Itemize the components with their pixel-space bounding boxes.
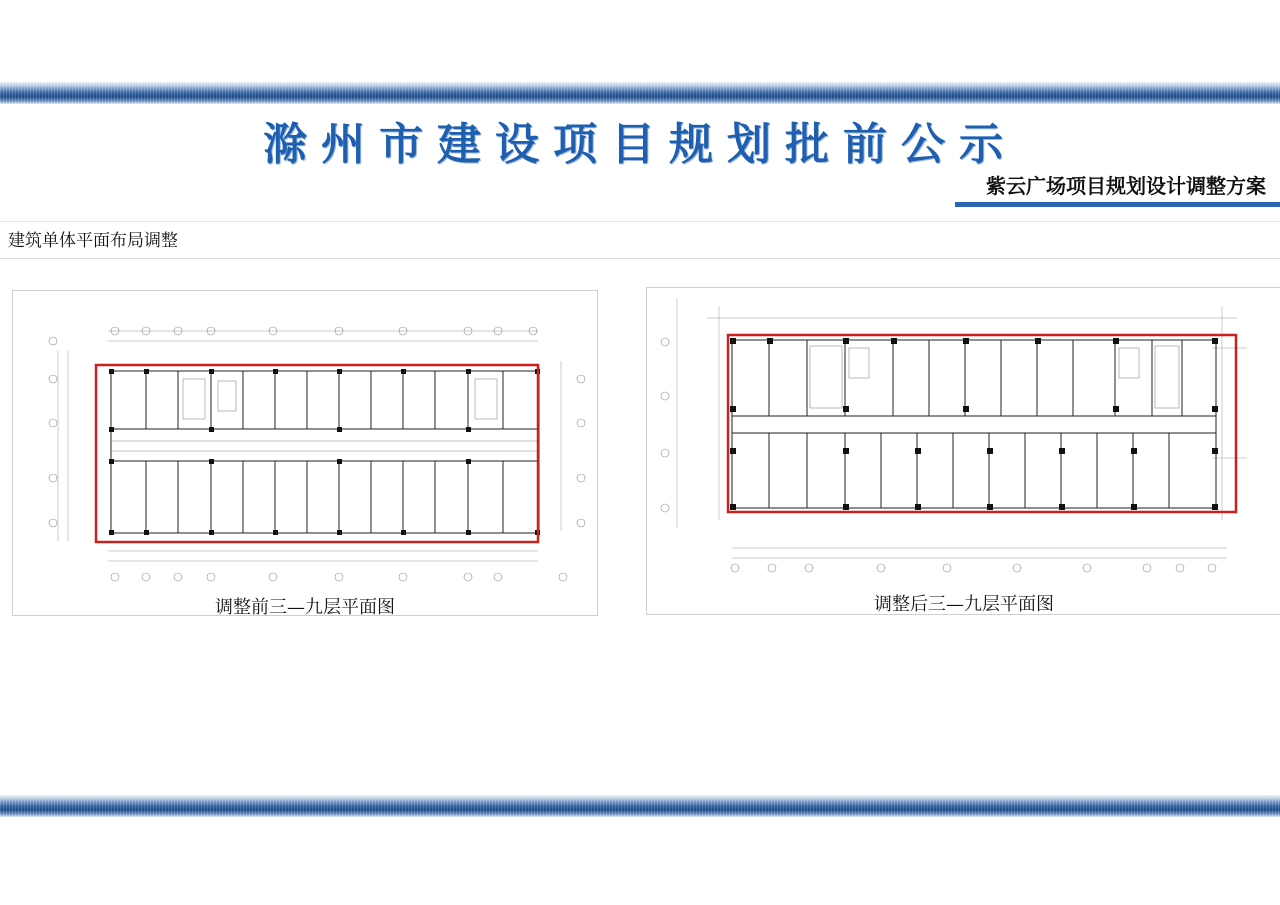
drawing-caption: 调整后三—九层平面图 <box>874 594 1054 615</box>
divider <box>0 221 1280 222</box>
structural-columns <box>730 338 1218 510</box>
floor-plan-before-drawing <box>13 291 597 615</box>
floor-plan-after-drawing <box>647 288 1280 614</box>
divider <box>0 258 1280 259</box>
floor-plan-before-panel <box>12 290 598 616</box>
highlight-frame <box>728 335 1236 512</box>
page-title: 滁州市建设项目规划批前公示 <box>263 119 1017 170</box>
highlight-frame <box>96 365 538 542</box>
floor-plan-after-panel <box>646 287 1280 615</box>
project-subtitle: 紫云广场项目规划设计调整方案 <box>986 174 1266 198</box>
header-decorative-band <box>0 82 1280 104</box>
subtitle-underline <box>955 202 1280 207</box>
section-heading: 建筑单体平面布局调整 <box>8 231 178 251</box>
structural-columns <box>109 369 540 535</box>
dimension-lines <box>677 298 1247 558</box>
building-walls <box>732 340 1216 508</box>
building-walls <box>111 371 539 533</box>
drawing-caption: 调整前三—九层平面图 <box>215 597 395 618</box>
footer-decorative-band <box>0 795 1280 817</box>
